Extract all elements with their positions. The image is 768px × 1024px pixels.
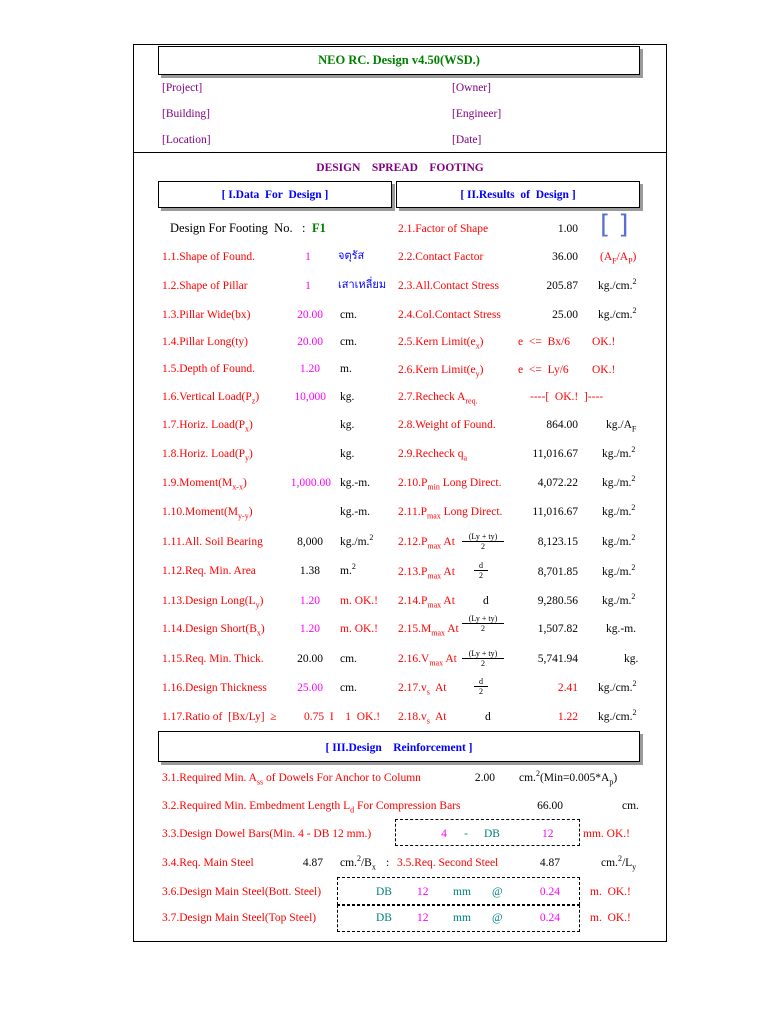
kern-y-label-sub: y xyxy=(475,369,480,379)
vs1-unit xyxy=(598,681,637,695)
vs2-unit-a: kg./cm. xyxy=(598,711,633,723)
pmin-label-sub: min xyxy=(427,482,440,492)
moment-x-label-a: 1.9.Moment(M xyxy=(162,477,233,489)
pmax-at3-label-sub: max xyxy=(427,600,442,610)
r31-unit-b: (Min=0.005*A xyxy=(539,772,610,784)
r34-unit-b: /B xyxy=(360,857,372,869)
vload-unit: kg. xyxy=(340,391,355,403)
ac-unit-sup: 2 xyxy=(632,277,637,287)
min-area-value: 1.38 xyxy=(299,565,320,577)
vmax-unit: kg. xyxy=(624,653,639,665)
r33-dash: - xyxy=(464,828,468,840)
moment-y-unit: kg.-m. xyxy=(340,506,371,518)
shape-found-value: 1 xyxy=(305,251,311,263)
vload-label-sub: z xyxy=(251,396,256,406)
r33-bar: DB xyxy=(484,828,500,840)
r36-label: 3.6.Design Main Steel(Bott. Steel) xyxy=(162,886,322,898)
kern-x-value: e <= Bx/6 xyxy=(518,336,570,348)
vmax-frac-den: 2 xyxy=(481,659,485,668)
pmin-value: 4,072.22 xyxy=(537,477,578,489)
vmax-value: 5,741.94 xyxy=(537,653,578,665)
r33-count: 4 xyxy=(441,828,447,840)
date-label: [Date] xyxy=(452,134,482,146)
mmax-label-sub: max xyxy=(431,628,446,638)
r33-label: 3.3.Design Dowel Bars(Min. 4 - DB 12 mm.) xyxy=(162,828,372,840)
vs1-fraction xyxy=(474,677,488,696)
r31-label-b: of Dowels For Anchor to Column xyxy=(263,772,421,784)
footing-no: F1 xyxy=(312,221,326,235)
all-contact-value: 205.87 xyxy=(546,280,578,292)
pmax-at3-label xyxy=(398,594,455,608)
r37-size: 12 xyxy=(417,912,429,924)
r31-label-a: 3.1.Required Min. A xyxy=(162,772,257,784)
col-contact-value: 25.00 xyxy=(552,309,578,321)
ac-unit-a: kg./cm. xyxy=(598,280,633,292)
pmax-at2-label-a: 2.13.P xyxy=(398,566,428,578)
moment-y-label-a: 1.10.Moment(M xyxy=(162,506,239,518)
r32-label-a: 3.2.Required Min. Embedment Length L xyxy=(162,800,351,812)
soil-unit xyxy=(340,535,373,549)
engineer-label: [Engineer] xyxy=(452,108,502,120)
recheck-a-label-a: 2.7.Recheck A xyxy=(398,391,466,403)
design-short-label-a: 1.14.Design Short(B xyxy=(162,623,257,635)
r31-label-sub: ss xyxy=(256,777,264,787)
design-long-value: 1.20 xyxy=(299,595,320,607)
pmax-label xyxy=(398,505,502,519)
design-short-label-b: ) xyxy=(260,623,265,635)
vs2-label-b: At xyxy=(429,711,447,723)
design-short-label-sub: x xyxy=(256,628,261,638)
moment-x-label-b: ) xyxy=(242,477,247,489)
design-long-label-a: 1.13.Design Long(L xyxy=(162,595,256,607)
hload-y-label xyxy=(162,447,253,461)
kern-x-label xyxy=(398,335,483,349)
pillar-wide-unit: cm. xyxy=(340,309,357,321)
section1-title: [ I.Data For Design ] xyxy=(221,189,329,201)
soil-label: 1.11.All. Soil Bearing xyxy=(162,536,263,548)
pmax-at3-value: 9,280.56 xyxy=(537,595,578,607)
moment-x-unit: kg.-m. xyxy=(340,477,371,489)
pmax-at2-label-b: At xyxy=(441,566,455,578)
kern-x-label-sub: x xyxy=(475,341,480,351)
r31-unit-sub: p xyxy=(609,777,614,787)
pa2-unit-a: kg./m. xyxy=(602,566,632,578)
pmin-label-a: 2.10.P xyxy=(398,477,428,489)
vmax-label-b: At xyxy=(443,653,457,665)
cf-unit-sub2: P xyxy=(628,256,633,266)
ratio-value: 0.75 I 1 OK.! xyxy=(304,711,381,723)
vmax-label-a: 2.16.V xyxy=(398,653,430,665)
pmax-at2-frac-den: 2 xyxy=(479,571,483,580)
moment-y-label-sub: y-y xyxy=(238,511,249,521)
r31-unit-c: ) xyxy=(613,772,618,784)
recheck-a-label-sub: req. xyxy=(465,396,478,406)
pmax-at3-unit xyxy=(602,594,635,608)
pa1-unit-sup: 2 xyxy=(631,533,636,543)
r35-unit-a: cm. xyxy=(601,857,618,869)
kern-y-value: e <= Ly/6 xyxy=(518,364,569,376)
shape-pillar-label: 1.2.Shape of Pillar xyxy=(162,280,248,292)
vs2-label xyxy=(398,710,447,724)
pillar-long-unit: cm. xyxy=(340,336,357,348)
vmax-fraction xyxy=(462,649,504,668)
hload-x-label-b: ) xyxy=(249,419,253,431)
design-title: DESIGN SPREAD FOOTING xyxy=(316,162,484,174)
vs1-value: 2.41 xyxy=(557,682,578,694)
hload-x-label-a: 1.7.Horiz. Load(P xyxy=(162,419,246,431)
r32-label-sub: d xyxy=(350,805,355,815)
depth-unit: m. xyxy=(340,363,352,375)
vs1-frac-num: d xyxy=(474,677,488,687)
r34-label: 3.4.Req. Main Steel xyxy=(162,857,254,869)
min-thick-unit: cm. xyxy=(340,653,357,665)
design-long-label-sub: y xyxy=(255,600,260,610)
divider xyxy=(133,152,667,153)
shape-pillar-unit: เสาเหลี่ยม xyxy=(338,278,387,291)
r31-unit xyxy=(519,771,617,785)
shape-pillar-value: 1 xyxy=(305,280,311,292)
vs1-unit-sup: 2 xyxy=(632,679,637,689)
soil-unit-a: kg./m. xyxy=(340,536,370,548)
pmin-unit-sup: 2 xyxy=(631,474,636,484)
pillar-long-label: 1.4.Pillar Long(ty) xyxy=(162,336,248,348)
owner-label: [Owner] xyxy=(452,82,491,94)
r34-unit-sup: 2 xyxy=(356,854,361,864)
r33-size: 12 xyxy=(542,828,554,840)
pa1-unit-a: kg./m. xyxy=(602,536,632,548)
hload-y-label-sub: y xyxy=(245,453,250,463)
contact-factor-value: 36.00 xyxy=(552,251,578,263)
pmax-at3-at: d xyxy=(483,595,489,607)
mmax-frac-num: (Ly + ty) xyxy=(462,614,504,624)
pa2-unit-sup: 2 xyxy=(631,563,636,573)
factor-shape-value: 1.00 xyxy=(557,223,578,235)
all-contact-label: 2.3.All.Contact Stress xyxy=(398,280,499,292)
pmax-at1-label-sub: max xyxy=(427,541,442,551)
pa3-unit-a: kg./m. xyxy=(602,595,632,607)
recheck-q-label xyxy=(398,447,467,461)
kern-x-status: OK.! xyxy=(592,336,616,348)
recheck-q-value: 11,016.67 xyxy=(532,448,578,460)
pmax-at2-value: 8,701.85 xyxy=(537,566,578,578)
pmax-at2-fraction xyxy=(474,561,488,580)
pmax-value: 11,016.67 xyxy=(532,506,578,518)
min-thick-label: 1.15.Req. Min. Thick. xyxy=(162,653,264,665)
design-short-value: 1.20 xyxy=(299,623,320,635)
min-area-label: 1.12.Req. Min. Area xyxy=(162,565,256,577)
vs2-value: 1.22 xyxy=(557,711,578,723)
r34-unit xyxy=(340,856,376,870)
vs2-at: d xyxy=(485,711,491,723)
r36-size: 12 xyxy=(417,886,429,898)
contact-factor-unit xyxy=(600,250,636,264)
factor-shape-label: 2.1.Factor of Shape xyxy=(398,223,489,235)
kern-y-status: OK.! xyxy=(592,364,616,376)
r32-unit: cm. xyxy=(622,800,639,812)
all-contact-unit xyxy=(598,279,637,293)
r33-status: mm. OK.! xyxy=(583,828,630,840)
pmax-at1-fraction xyxy=(462,532,504,551)
weight-unit-a: kg./A xyxy=(606,419,632,431)
vload-label-b: ) xyxy=(255,391,260,403)
soil-unit-sup: 2 xyxy=(369,533,374,543)
r36-mm: mm xyxy=(453,886,471,898)
hload-y-unit: kg. xyxy=(340,448,355,460)
hload-y-label-a: 1.8.Horiz. Load(P xyxy=(162,448,246,460)
vmax-frac-num: (Ly + ty) xyxy=(462,649,504,659)
vload-value: 10,000 xyxy=(294,391,326,403)
r32-label xyxy=(162,799,461,813)
weight-unit xyxy=(606,418,636,432)
pillar-long-value: 20.00 xyxy=(297,336,323,348)
mmax-frac-den: 2 xyxy=(481,624,485,633)
recheck-q-label-sub: a xyxy=(463,453,468,463)
design-thick-unit: cm. xyxy=(340,682,357,694)
r35-unit-sub: y xyxy=(632,862,637,872)
soil-value: 8,000 xyxy=(297,536,323,548)
vload-label xyxy=(162,390,259,404)
vmax-label-sub: max xyxy=(429,658,444,668)
recheck-a-value: ----[ OK.! ]---- xyxy=(530,391,604,403)
rq-unit-a: kg./m. xyxy=(602,448,632,460)
pmax-unit-sup: 2 xyxy=(631,503,636,513)
hload-x-label xyxy=(162,418,253,432)
depth-value: 1.20 xyxy=(299,363,320,375)
vs2-label-a: 2.18.v xyxy=(398,711,427,723)
kern-x-label-a: 2.5.Kern Limit(e xyxy=(398,336,476,348)
mmax-label-a: 2.15.M xyxy=(398,623,432,635)
kern-y-label-a: 2.6.Kern Limit(e xyxy=(398,364,476,376)
r35-unit-sup: 2 xyxy=(617,854,622,864)
design-long-unit: m. OK.! xyxy=(340,595,379,607)
ratio-label: 1.17.Ratio of [Bx/Ly] ≥ xyxy=(162,711,277,723)
location-label: [Location] xyxy=(162,134,211,146)
vs2-unit-sup: 2 xyxy=(632,708,637,718)
r32-value: 66.00 xyxy=(537,800,563,812)
r37-spacing: 0.24 xyxy=(539,912,560,924)
pmin-unit-a: kg./m. xyxy=(602,477,632,489)
min-thick-value: 20.00 xyxy=(297,653,323,665)
r35-value: 4.87 xyxy=(539,857,560,869)
pmax-at3-label-a: 2.14.P xyxy=(398,595,428,607)
r34-value: 4.87 xyxy=(302,857,323,869)
r31-label xyxy=(162,771,421,785)
col-contact-label: 2.4.Col.Contact Stress xyxy=(398,309,501,321)
shape-found-unit: จตุรัส xyxy=(338,249,365,262)
r36-at: @ xyxy=(492,886,503,898)
pmax-at2-label-sub: max xyxy=(427,571,442,581)
design-short-unit: m. OK.! xyxy=(340,623,379,635)
weight-label: 2.8.Weight of Found. xyxy=(398,419,496,431)
vs1-label-b: At xyxy=(429,682,447,694)
pmax-unit xyxy=(602,505,635,519)
min-area-unit xyxy=(340,564,356,578)
r37-at: @ xyxy=(492,912,503,924)
pillar-wide-value: 20.00 xyxy=(297,309,323,321)
pmin-label xyxy=(398,476,502,490)
kern-y-label xyxy=(398,363,483,377)
page-title: NEO RC. Design v4.50(WSD.) xyxy=(318,53,480,67)
vs2-label-sub: s xyxy=(426,716,430,726)
pmax-at2-label xyxy=(398,565,455,579)
rq-unit-sup: 2 xyxy=(631,445,636,455)
pmax-at1-unit xyxy=(602,535,635,549)
vs1-label-a: 2.17.v xyxy=(398,682,427,694)
kern-x-label-b: ) xyxy=(479,336,484,348)
weight-unit-sub: F xyxy=(631,424,637,434)
r34-unit-sub: x xyxy=(371,862,376,872)
r37-bar: DB xyxy=(376,912,392,924)
r35-unit xyxy=(601,856,636,870)
moment-x-label xyxy=(162,476,247,490)
pmin-unit xyxy=(602,476,635,490)
r37-label: 3.7.Design Main Steel(Top Steel) xyxy=(162,912,317,924)
r36-bar: DB xyxy=(376,886,392,898)
r32-label-b: For Compression Bars xyxy=(354,800,461,812)
pmax-at1-label xyxy=(398,535,455,549)
pmax-at2-unit xyxy=(602,565,635,579)
recheck-q-label-a: 2.9.Recheck q xyxy=(398,448,464,460)
moment-y-label xyxy=(162,505,253,519)
pmax-at3-label-b: At xyxy=(441,595,455,607)
hload-x-label-sub: x xyxy=(245,424,250,434)
pmax-label-sub: max xyxy=(426,511,441,521)
footing-label: Design For Footing No. : xyxy=(170,221,306,235)
pmax-at1-frac-den: 2 xyxy=(481,542,485,551)
pmax-at1-value: 8,123.15 xyxy=(537,536,578,548)
kern-y-label-b: ) xyxy=(479,364,484,376)
hload-x-unit: kg. xyxy=(340,419,355,431)
r31-value: 2.00 xyxy=(474,772,495,784)
vmax-label xyxy=(398,652,457,666)
vload-label-a: 1.6.Vertical Load(P xyxy=(162,391,252,403)
building-label: [Building] xyxy=(162,108,210,120)
design-short-label xyxy=(162,622,265,636)
r37-mm: mm xyxy=(453,912,471,924)
r34-separator: : xyxy=(386,857,390,869)
min-area-unit-sup: 2 xyxy=(351,562,356,572)
design-thick-value: 25.00 xyxy=(297,682,323,694)
r35-unit-b: /L xyxy=(621,857,633,869)
r35-label: 3.5.Req. Second Steel xyxy=(397,857,499,869)
section2-title: [ II.Results of Design ] xyxy=(460,189,576,201)
weight-value: 864.00 xyxy=(546,419,578,431)
shape-found-label: 1.1.Shape of Found. xyxy=(162,251,255,263)
pa3-unit-sup: 2 xyxy=(631,592,636,602)
design-long-label-b: ) xyxy=(259,595,264,607)
min-area-unit-a: m. xyxy=(340,565,352,577)
pmax-unit-a: kg./m. xyxy=(602,506,632,518)
col-contact-unit xyxy=(598,308,637,322)
bracket-icon: [ ] xyxy=(600,210,629,240)
r36-spacing: 0.24 xyxy=(539,886,560,898)
pmin-label-b: Long Direct. xyxy=(439,477,502,489)
design-long-label xyxy=(162,594,263,608)
cf-unit-sub1: F xyxy=(612,256,617,266)
cc-unit-sup: 2 xyxy=(632,306,637,316)
hload-y-label-b: ) xyxy=(249,448,253,460)
r37-status: m. OK.! xyxy=(590,912,631,924)
vs1-label xyxy=(398,681,447,695)
recheck-a-label xyxy=(398,390,478,404)
pmax-at1-label-b: At xyxy=(441,536,455,548)
vs1-label-sub: s xyxy=(426,687,430,697)
pmax-at1-label-a: 2.12.P xyxy=(398,536,428,548)
project-label: [Project] xyxy=(162,82,203,94)
depth-label: 1.5.Depth of Found. xyxy=(162,363,255,375)
mmax-fraction xyxy=(462,614,504,633)
recheck-q-unit xyxy=(602,447,635,461)
pmax-label-b: Long Direct. xyxy=(440,506,503,518)
r36-status: m. OK.! xyxy=(590,886,631,898)
moment-x-label-sub: x-x xyxy=(232,482,243,492)
section3-title: [ III.Design Reinforcement ] xyxy=(325,742,473,754)
moment-x-value: 1,000.00 xyxy=(290,477,331,489)
cf-unit-a: (A xyxy=(600,251,613,263)
contact-factor-label: 2.2.Contact Factor xyxy=(398,251,484,263)
vs2-unit xyxy=(598,710,637,724)
mmax-unit: kg.-m. xyxy=(606,623,637,635)
mmax-label-b: At xyxy=(445,623,459,635)
pmax-at1-frac-num: (Ly + ty) xyxy=(462,532,504,542)
mmax-value: 1,507.82 xyxy=(537,623,578,635)
cc-unit-a: kg./cm. xyxy=(598,309,633,321)
design-thick-label: 1.16.Design Thickness xyxy=(162,682,267,694)
pmax-label-a: 2.11.P xyxy=(398,506,427,518)
r34-unit-a: cm. xyxy=(340,857,357,869)
pillar-wide-label: 1.3.Pillar Wide(bx) xyxy=(162,309,251,321)
pmax-at2-frac-num: d xyxy=(474,561,488,571)
vs1-frac-den: 2 xyxy=(479,687,483,696)
vs1-unit-a: kg./cm. xyxy=(598,682,633,694)
cf-unit-end: ) xyxy=(632,251,637,263)
mmax-label xyxy=(398,622,459,636)
r31-unit-sup: 2 xyxy=(535,769,540,779)
moment-y-label-b: ) xyxy=(248,506,253,518)
cf-unit-mid: /A xyxy=(616,251,629,263)
r31-unit-a: cm. xyxy=(519,772,536,784)
